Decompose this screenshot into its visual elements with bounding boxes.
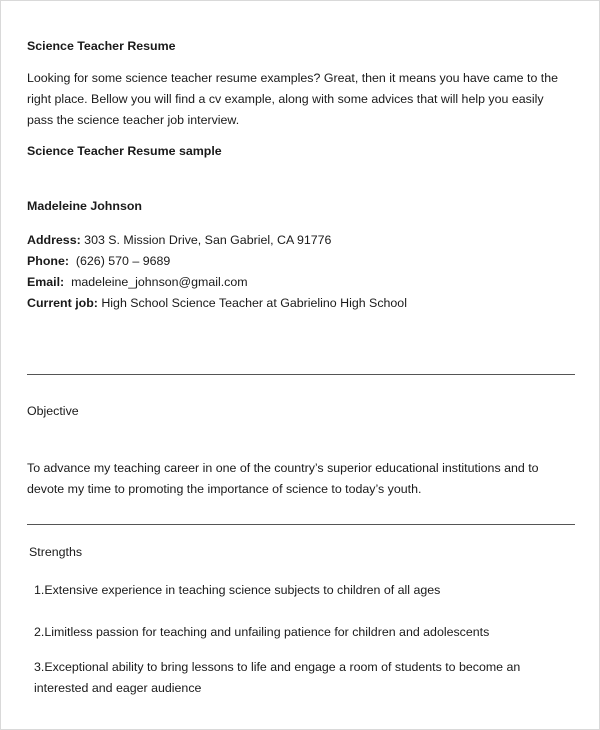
contact-block <box>27 230 573 314</box>
objective-text: To advance my teaching career in one of the country’s superior educational institutions and to devote my time to promoting the importance of science to today’s youth. <box>27 461 539 496</box>
current-job-row <box>27 293 573 314</box>
email-value: madeleine_johnson@gmail.com <box>71 275 248 289</box>
phone-label: Phone: <box>27 254 69 268</box>
email-label: Email: <box>27 275 65 289</box>
intro-paragraph: Looking for some science teacher resume examples? Great, then it means you have came to the right place. Bellow you will find a cv example, along with some advices that will help you easily pass the science teacher job interview. <box>27 71 559 127</box>
document-title: Science Teacher Resume <box>27 39 176 53</box>
section-divider <box>27 524 575 525</box>
address-label: Address: <box>27 233 81 247</box>
current-job-label: Current job: <box>27 296 98 310</box>
strength-item: 2.Limitless passion for teaching and unfailing patience for children and adolescents <box>34 625 490 639</box>
address-value: 303 S. Mission Drive, San Gabriel, CA 91776 <box>84 233 332 247</box>
candidate-name: Madeleine Johnson <box>27 199 142 213</box>
address-row <box>27 230 573 251</box>
strength-item: 1.Extensive experience in teaching science subjects to children of all ages <box>34 583 441 597</box>
phone-value: (626) 570 – 9689 <box>75 254 171 268</box>
email-row <box>27 272 573 293</box>
current-job-value: High School Science Teacher at Gabrielino High School <box>101 296 407 310</box>
phone-row <box>27 251 573 272</box>
section-divider <box>27 374 575 375</box>
strength-item: 3.Exceptional ability to bring lessons to life and engage a room of students to become an interested and eager audience <box>34 660 521 695</box>
strengths-heading: Strengths <box>29 545 83 559</box>
sample-heading: Science Teacher Resume sample <box>27 144 222 158</box>
objective-heading: Objective <box>27 404 79 418</box>
